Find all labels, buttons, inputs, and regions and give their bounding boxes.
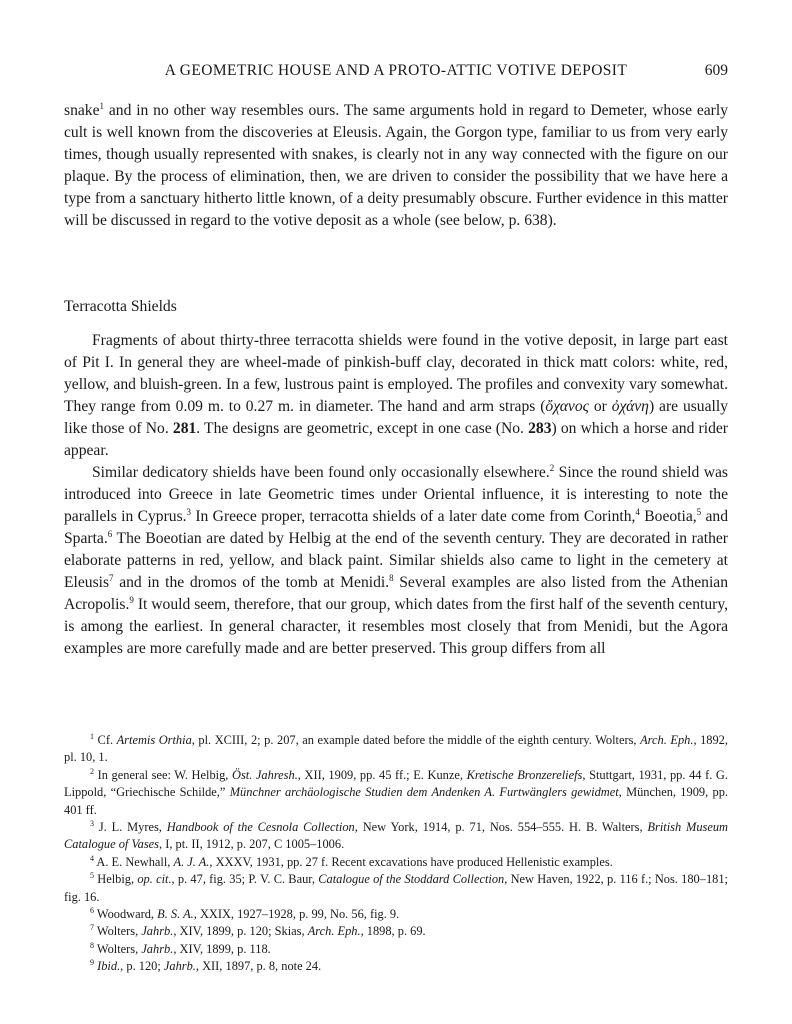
footnote-ref[interactable]: 8 [389,572,394,583]
catalogue-number: 283 [528,420,552,437]
running-title: A GEOMETRIC HOUSE AND A PROTO-ATTIC VOTIVE DEPOSIT [164,62,628,79]
footnote-8: $^8$ Wolters, Jahrb., XIV, 1899, p. 118. [90,940,271,956]
footnote-1: $^1$ Cf. Artemis Orthia, pl. XCIII, 2; p. 207, an example dated before the middle of the eighth century. Wolters, Arch. Eph., 1892, pl. 10, 1. [64,731,728,765]
footnote-9: $^9$ Ibid., p. 120; Jahrb., XII, 1897, p. 8, note 24. [90,958,322,974]
footnote-ref[interactable]: 5 [696,506,702,517]
greek-term: ὀχάνη [611,398,649,415]
paragraph-shields-description: Fragments of about thirty-three terracotta shields were found in the votive deposit, in large part east of Pit I. In general they are wheel-made of pinkish-buff clay, decorated in thick matt colors: white, red, yellow, and bluish-green. In a few, lustrous paint is employed. The profiles and convexity vary somewhat. They range from 0.09 m. to 0.27 m. in diameter. The hand and arm straps (ὄχανος or ὀχάνη) are usually like those of No. 281. The designs are geometric, except in one case (No. 283) on which a horse and rider appear. [64,332,728,459]
section-heading: Terracotta Shields [64,298,177,315]
footnote-ref[interactable]: 9 [129,594,134,605]
paragraph-parallels: Similar dedicatory shields have been found only occasionally elsewhere.$^2$ Since the round shield was introduced into Greece in late Geometric times under Oriental influence, it is interesting to note the parallels in Cyprus.$^3$ In Greece proper, terracotta shields of a later date come from Corinth,$^4$ Boeotia,$^5$ and Sparta.$^6$ The Boeotian are dated by Helbig at the end of the seventh century. They are decorated in rather elaborate patterns in red, yellow, and black paint. Similar shields also came to light in the cemetery at Eleusis$^7$ and in the dromos of the tomb at Menidi.$^8$ Several examples are also listed from the Athenian Acropolis.$^9$ It would seem, therefore, that our group, which dates from the first half of the seventh century, is among the earliest. In general character, it resembles most closely that from Menidi, but the Agora examples are more carefully made and are better preserved. This group differs from all [64,462,728,657]
paragraph-continuation: snake$^1$ and in no other way resembles ours. The same arguments hold in regard to Demeter, whose early cult is well known from the discoveries at Eleusis. Again, the Gorgon type, familiar to us from very early times, though usually represented with snakes, is clearly not in any way connected with the figure on our plaque. By the process of elimination, then, we are driven to consider the possibility that we have here a type from a sanctuary hitherto little known, of a deity presumably obscure. Further evidence in this matter will be discussed in regard to the votive deposit as a whole (see below, p. 638). [64,100,728,229]
footnote-2: $^2$ In general see: W. Helbig, Öst. Jahresh., XII, 1909, pp. 45 ff.; E. Kunze, Kretische Bronzereliefs, Stuttgart, 1931, pp. 44 f. G. Lippold, “Griechische Schilde,” Münchner archäologische Studien dem Andenken A. Furtwänglers gewidmet, München, 1909, pp. 401 ff. [64,766,728,817]
footnotes [64,732,728,976]
footnote-3: $^3$ J. L. Myres, Handbook of the Cesnola Collection, New York, 1914, p. 71, Nos. 554–555. H. B. Walters, British Museum Catalogue of Vases, I, pt. II, 1912, p. 207, C 1005–1006. [64,818,728,852]
running-header [64,62,728,84]
footnote-ref[interactable]: 6 [107,528,113,539]
footnote-ref[interactable]: 1 [99,100,105,111]
body-text [64,330,728,660]
footnote-ref[interactable]: 2 [549,462,555,473]
footnote-ref[interactable]: 3 [186,506,192,517]
footnote-4: $^4$ A. E. Newhall, A. J. A., XXXV, 1931, pp. 27 f. Recent excavations have produced Hellenistic examples. [90,853,613,869]
catalogue-number: 281 [172,420,197,437]
footnote-ref[interactable]: 7 [109,572,114,583]
footnote-ref[interactable]: 4 [635,506,640,517]
footnote-7: $^7$ Wolters, Jahrb., XIV, 1899, p. 120; Skias, Arch. Eph., 1898, p. 69. [90,923,426,939]
page-number: 609 [704,62,728,79]
footnote-5: $^5$ Helbig, op. cit., p. 47, fig. 35; P. V. C. Baur, Catalogue of the Stoddard Collection, New Haven, 1922, p. 116 f.; Nos. 180–181; fig. 16. [64,871,728,904]
footnote-6: $^6$ Woodward, B. S. A., XXIX, 1927–1928, p. 99, No. 56, fig. 9. [90,905,400,922]
greek-term: ὄχανος [545,398,589,415]
